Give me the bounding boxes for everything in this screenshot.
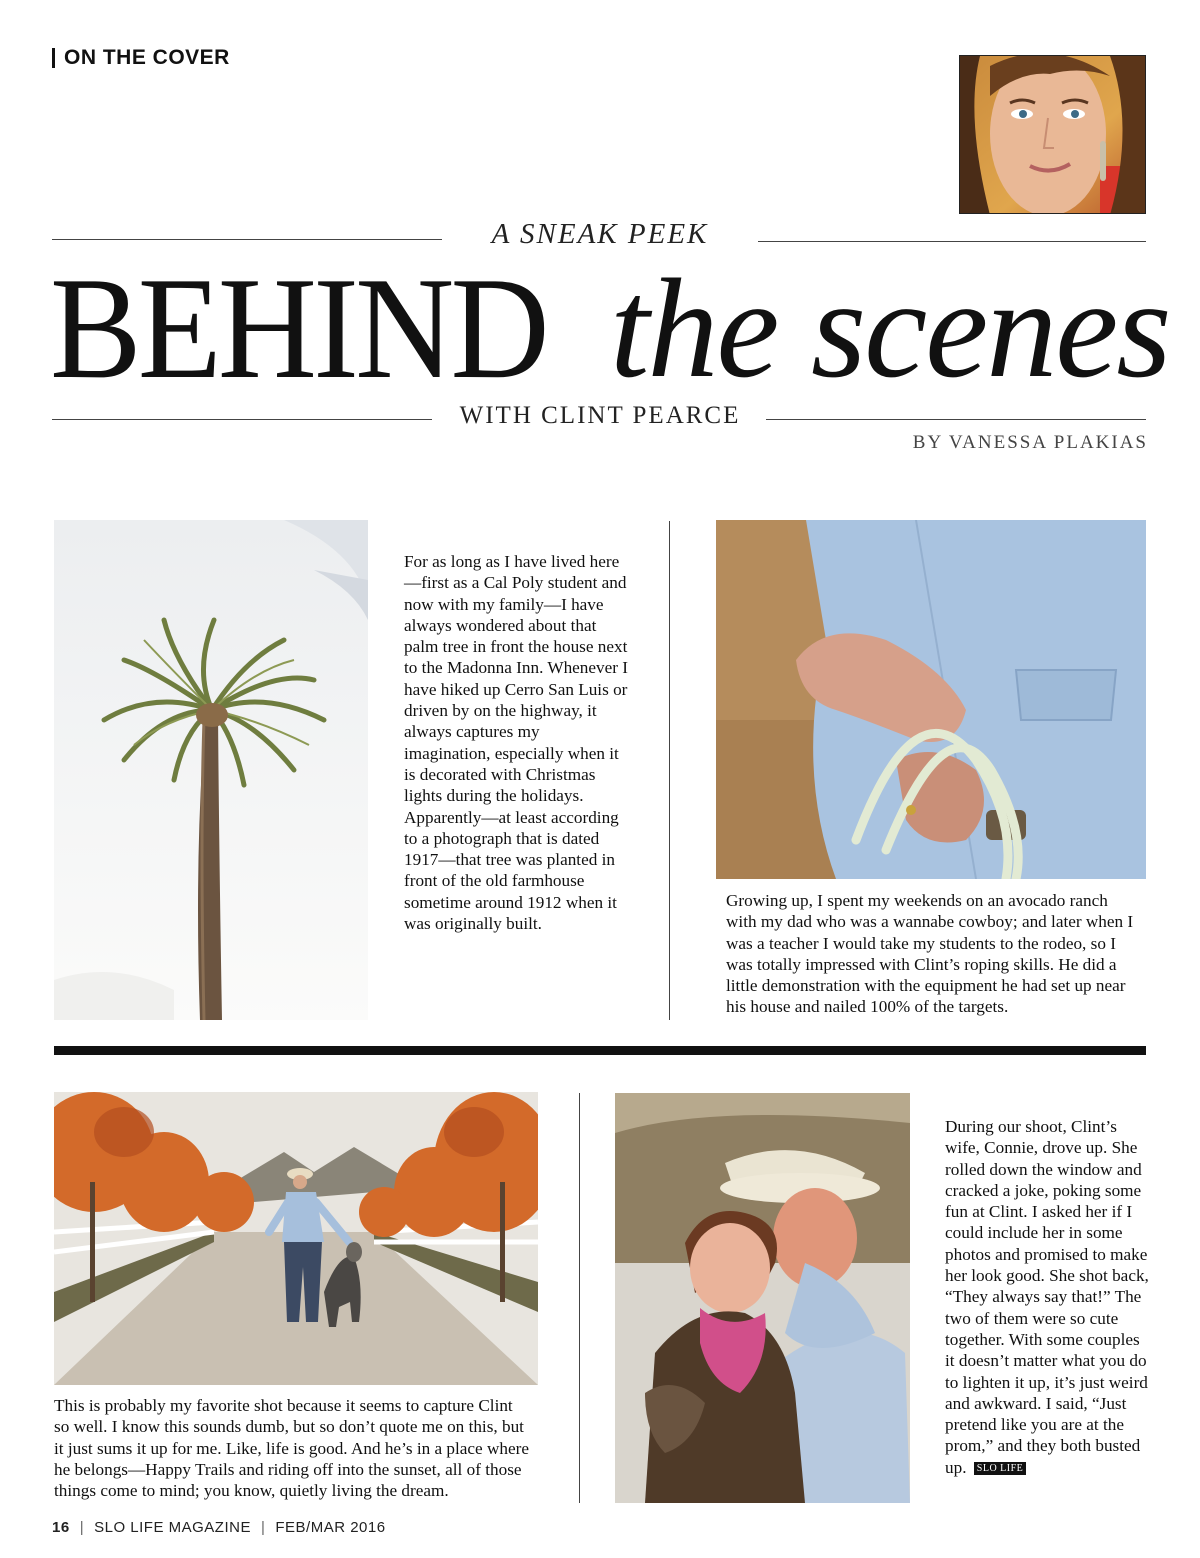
headline [50, 247, 1170, 409]
page-folio [52, 1519, 386, 1536]
roping-photo [716, 520, 1146, 879]
couple-paragraph [945, 1116, 1149, 1478]
headline-main: BEHIND [50, 247, 546, 409]
couple-paragraph-text: During our shoot, Clint’s wife, Connie, drove up. She rolled down the window and cracked a joke, poking some fun at Clint. I asked her if I could include her in some photos and promised to make her look good. She shot back, “They always say that!” The two of them were so cute together. With some couples it doesn’t matter what you do to lighten it up, it’s just weird and awkward. I said, “Just pretend like you are at the prom,” and they both busted up. [945, 1117, 1149, 1477]
section-divider [54, 1046, 1146, 1055]
roping-illustration [716, 520, 1146, 879]
kicker-rule-right [758, 241, 1146, 242]
palm-tree-illustration [54, 520, 368, 1020]
kicker-rule-left [52, 239, 442, 240]
intro-paragraph: For as long as I have lived here—first as a Cal Poly student and now with my family—I have always wondered about that palm tree in front the house next to the Madonna Inn. Whenever I have hiked up Cerro San Luis or driven by on the highway, it always captures my imagination, especially when it is decorated with Christmas lights during the holidays. Apparently—at least according to a photograph that is dated 1917—that tree was planted in front of the old farmhouse sometime around 1912 when it was originally built. [404, 552, 628, 934]
subhead: WITH CLINT PEARCE [459, 402, 741, 429]
column-divider-top [669, 521, 670, 1020]
author-portrait-illustration [960, 56, 1146, 214]
subhead-rule-right [766, 419, 1146, 420]
end-mark: SLO LIFE [974, 1462, 1027, 1475]
folio-separator: | [79, 1519, 85, 1536]
walking-dog-illustration [54, 1092, 538, 1385]
couple-illustration [615, 1093, 910, 1503]
headline-script: the scenes [610, 249, 1170, 407]
kicker: A SNEAK PEEK [491, 218, 709, 250]
subhead-rule-left [52, 419, 432, 420]
palm-tree-photo [54, 520, 368, 1020]
publication-name: SLO LIFE MAGAZINE [94, 1519, 251, 1536]
section-label-text: ON THE COVER [64, 46, 230, 69]
byline: BY VANESSA PLAKIAS [912, 432, 1148, 453]
couple-photo [615, 1093, 910, 1503]
section-label-bar [52, 48, 55, 68]
author-portrait-photo [959, 55, 1146, 214]
column-divider-bottom [579, 1093, 580, 1503]
issue-date: FEB/MAR 2016 [275, 1519, 386, 1536]
folio-separator: | [260, 1519, 266, 1536]
section-label [52, 46, 230, 70]
walking-dog-photo [54, 1092, 538, 1385]
page-number: 16 [52, 1519, 70, 1536]
roping-caption: Growing up, I spent my weekends on an avocado ranch with my dad who was a wannabe cowboy; and later when I was a teacher I would take my students to the rodeo, so I was totally impressed with Clint’s roping skills. He did a little demonstration with the equipment he had set up near his house and nailed 100% of the targets. [726, 891, 1134, 1017]
favorite-shot-caption: This is probably my favorite shot because it seems to capture Clint so well. I know this sounds dumb, but so don’t quote me on this, but it just sums it up for me. Like, life is good. And he’s in a place where he belongs—Happy Trails and riding off into the sunset, all of those things come to mind; you know, quietly living the dream. [54, 1396, 529, 1501]
